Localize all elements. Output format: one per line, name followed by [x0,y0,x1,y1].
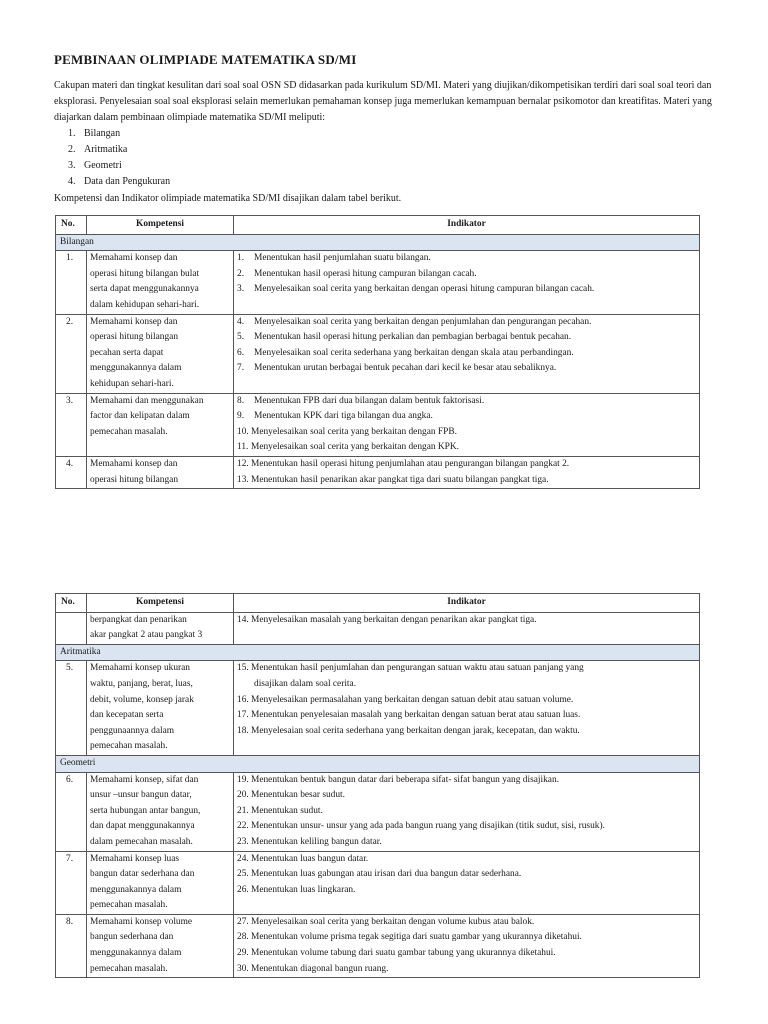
indikator-item [237,457,696,473]
kompetensi-line: Memahami konsep dan [90,458,178,469]
indikator-item [237,361,696,377]
indikator-item [237,724,696,740]
indikator-item [237,946,696,962]
table-row [56,456,700,488]
row-number [56,612,87,644]
indikator-item [237,708,696,724]
indikator-number: 11. [237,442,249,453]
indikator-number: 26. [237,884,249,895]
kompetensi-line: pecahan serta dapat [90,347,164,358]
indikator-item [237,677,696,693]
kompetensi-line: debit, volume, konsep jarak [90,694,194,705]
kompetensi-line: Memahami konsep dan [90,253,178,264]
list-item: 3. Geometri [68,160,122,171]
indikator-text: Menentukan hasil penarikan akar pangkat tiga dari suatu bilangan pangkat tiga. [251,474,549,485]
kompetensi-cell [87,456,234,488]
indikator-number: 28. [237,932,249,943]
indikator-number: 6. [237,347,245,358]
indikator-cell [234,393,700,456]
indikator-number: 18. [237,725,249,736]
indikator-number: 2. [237,268,245,279]
indikator-item [237,883,696,899]
indikator-text: Menyelesaian soal cerita sederhana yang berkaitan dengan jarak, kecepatan, dan waktu. [251,725,580,736]
indikator-text: Menyelesaikan soal cerita sederhana yang berkaitan dengan skala atau perbandingan. [254,347,574,358]
kompetensi-line: menggunakannya dalam [90,884,182,895]
indikator-item [237,425,696,441]
indikator-cell [234,772,700,851]
kompetensi-line: pemecahan masalah. [90,900,168,911]
indikator-cell [234,851,700,914]
row-number: 8. [56,914,87,977]
section-row-bilangan: Bilangan [56,234,700,251]
list-item: 2. Aritmatika [68,144,128,155]
row-number: 5. [56,661,87,756]
header-kompetensi: Kompetensi [87,594,234,613]
indikator-item [237,915,696,931]
kompetensi-line: operasi hitung bilangan [90,332,179,343]
indikator-item [237,962,696,978]
kompetensi-line: Memahami konsep volume [90,916,193,927]
indikator-item [237,930,696,946]
indikator-cell [234,914,700,977]
indikator-number: 23. [237,836,249,847]
kompetensi-cell [87,914,234,977]
table-row [56,851,700,914]
kompetensi-line: menggunakannya dalam [90,363,182,374]
kompetensi-cell [87,772,234,851]
section-row-aritmatika: Aritmatika [56,644,700,661]
kompetensi-line: pemecahan masalah. [90,426,168,437]
indikator-text: Menentukan keliling bangun datar. [251,836,382,847]
indikator-item [237,693,696,709]
kompetensi-line: Memahami konsep luas [90,853,180,864]
kompetensi-cell [87,393,234,456]
indikator-text: disajikan dalam soal cerita. [254,678,357,689]
row-number: 3. [56,393,87,456]
table-row [56,612,700,644]
kompetensi-line: waktu, panjang, berat, luas, [90,678,193,689]
kompetensi-line: dalam pemecahan masalah. [90,836,193,847]
table-caption: Kompetensi dan Indikator olimpiade matematika SD/MI disajikan dalam tabel berikut. [54,193,402,204]
indikator-text: Menyelesaikan soal cerita yang berkaitan dengan operasi hitung campuran bilangan cacah. [254,284,595,295]
indikator-number: 17. [237,710,249,721]
table-header-row [56,216,700,235]
table-row [56,251,700,314]
indikator-number: 19. [237,774,249,785]
indikator-number: 4. [237,316,245,327]
indikator-text: Menentukan hasil penjumlahan dan pengurangan satuan waktu atau satuan panjang yang [251,663,584,674]
kompetensi-cell [87,612,234,644]
header-indikator: Indikator [234,594,700,613]
kompetensi-line: Memahami konsep, sifat dan [90,774,199,785]
section-row-geometri: Geometri [56,755,700,772]
indikator-number: 3. [237,284,245,295]
topic-list [54,126,170,190]
indikator-text: Menentukan luas gabungan atau irisan dari dua bangun datar sederhana. [251,869,522,880]
indikator-text: Menentukan diagonal bangun ruang. [251,963,389,974]
indikator-item [237,661,696,677]
kompetensi-line: serta dapat menggunakannya [90,284,199,295]
header-indikator: Indikator [234,216,700,235]
kompetensi-line: unsur –unsur bangun datar, [90,790,192,801]
indikator-text: Menentukan sudut. [251,805,323,816]
indikator-number: 24. [237,853,249,864]
kompetensi-cell [87,851,234,914]
indikator-item [237,346,696,362]
indikator-item [237,473,696,489]
indikator-item [237,819,696,835]
table-header-row [56,594,700,613]
indikator-text: Menentukan hasil operasi hitung perkalian dan pembagian berbagai bentuk pecahan. [254,332,572,343]
kompetensi-line: akar pangkat 2 atau pangkat 3 [90,630,203,641]
header-no: No. [56,216,87,235]
header-kompetensi: Kompetensi [87,216,234,235]
indikator-number: 1. [237,253,245,264]
kompetensi-line: penggunaannya dalam [90,725,175,736]
kompetensi-line: berpangkat dan penarikan [90,614,187,625]
kompetensi-line: bangun datar sederhana dan [90,869,195,880]
header-no: No. [56,594,87,613]
indikator-item [237,613,696,629]
kompetensi-line: Memahami konsep ukuran [90,663,190,674]
indikator-text: Menentukan hasil operasi hitung penjumlahan atau pengurangan bilangan pangkat 2. [251,458,570,469]
indikator-cell [234,661,700,756]
document-title: PEMBINAAN OLIMPIADE MATEMATIKA SD/MI [54,52,357,67]
indikator-item [237,409,696,425]
kompetensi-line: Memahami konsep dan [90,316,178,327]
kompetensi-line: menggunakannya dalam [90,948,182,959]
indikator-text: Menentukan bentuk bangun datar dari beberapa sifat- sifat bangun yang disajikan. [251,774,559,785]
indikator-text: Menentukan besar sudut. [251,790,345,801]
kompetensi-line: operasi hitung bilangan [90,474,179,485]
kompetensi-line: Memahami dan menggunakan [90,395,204,406]
indikator-text: Menyelesaikan permasalahan yang berkaitan dengan satuan debit atau satuan volume. [251,694,574,705]
kompetensi-cell [87,661,234,756]
indikator-number: 5. [237,332,245,343]
indikator-text: Menentukan unsur- unsur yang ada pada bangun ruang yang disajikan (titik sudut, sisi, rusuk). [251,821,605,832]
indikator-item [237,251,696,267]
kompetensi-line: dalam kehidupan sehari-hari. [90,299,200,310]
indikator-item [237,440,696,456]
row-number: 2. [56,314,87,393]
indikator-text: Menyelesaikan soal cerita yang berkaitan dengan volume kubus atau balok. [251,916,535,927]
indikator-text: Menyelesaikan soal cerita yang berkaitan dengan FPB. [251,426,457,437]
indikator-text: Menyelesaikan soal cerita yang berkaitan dengan KPK. [251,442,459,453]
row-number: 7. [56,851,87,914]
indikator-number: 7. [237,363,245,374]
kompetensi-cell [87,251,234,314]
indikator-number: 8. [237,395,245,406]
indikator-number: 21. [237,805,249,816]
table-row [56,314,700,393]
indikator-item [237,867,696,883]
kompetensi-line: dan kecepatan serta [90,710,164,721]
indikator-number: 10. [237,426,249,437]
indikator-item [237,282,696,298]
list-item: 4. Data dan Pengukuran [68,176,171,187]
indikator-cell [234,314,700,393]
kompetensi-line: kehidupan sehari-hari. [90,378,174,389]
indikator-number: 15. [237,663,249,674]
indikator-item [237,315,696,331]
indikator-text: Menentukan KPK dari tiga bilangan dua angka. [254,411,433,422]
indikator-item [237,788,696,804]
indikator-text: Menentukan volume prisma tegak segitiga dari suatu gambar yang ukurannya diketahui. [251,932,582,943]
intro-paragraph: Cakupan materi dan tingkat kesulitan dari soal soal OSN SD didasarkan pada kurikulum SD/MI. Materi yang diujikan/dikompetisikan terdiri dari soal soal teori dan eksplorasi. Penyelesaian soal soal eksplorasi selain memerlukan pemahaman konsep juga memerlukan kemampuan bernalar psikomotor dan kreatifitas. Materi yang diajarkan dalam pembinaan olimpiade matematika SD/MI meliputi: [54,80,712,123]
kompetensi-line: bangun sederhana dan [90,932,174,943]
indikator-cell [234,251,700,314]
kompetensi-line: factor dan kelipatan dalam [90,411,190,422]
indikator-number: 12. [237,458,249,469]
table-row [56,661,700,756]
indikator-number: 9. [237,411,245,422]
competency-table-part-1 [55,215,700,489]
kompetensi-line: operasi hitung bilangan bulat [90,268,200,279]
indikator-text: Menentukan FPB dari dua bilangan dalam bentuk faktorisasi. [254,395,485,406]
indikator-text: Menentukan urutan berbagai bentuk pecahan dari kecil ke besar atau sebaliknya. [254,363,557,374]
kompetensi-cell [87,314,234,393]
indikator-cell [234,456,700,488]
indikator-item [237,330,696,346]
indikator-text: Menentukan hasil operasi hitung campuran bilangan cacah. [254,268,477,279]
indikator-item [237,835,696,851]
table-row [56,393,700,456]
indikator-text: Menyelesaikan soal cerita yang berkaitan dengan penjumlahan dan pengurangan pecahan. [254,316,592,327]
indikator-item [237,394,696,410]
indikator-item [237,267,696,283]
competency-table-part-2 [55,593,700,978]
indikator-number: 30. [237,963,249,974]
indikator-number [237,677,254,693]
indikator-number: 22. [237,821,249,832]
indikator-number: 13. [237,474,249,485]
indikator-text: Menentukan penyelesaian masalah yang berkaitan dengan satuan berat atau satuan luas. [251,710,581,721]
indikator-text: Menentukan hasil penjumlahan suatu bilangan. [254,253,431,264]
indikator-number: 25. [237,869,249,880]
indikator-item [237,773,696,789]
indikator-item [237,804,696,820]
indikator-number: 27. [237,916,249,927]
kompetensi-line: pemecahan masalah. [90,963,168,974]
indikator-number: 20. [237,790,249,801]
kompetensi-line: serta hubungan antar bangun, [90,805,201,816]
kompetensi-line: pemecahan masalah. [90,741,168,752]
row-number: 4. [56,456,87,488]
list-item: 1. Bilangan [68,128,121,139]
indikator-number: 16. [237,694,249,705]
table-row [56,914,700,977]
indikator-text: Menyelesaikan masalah yang berkaitan dengan penarikan akar pangkat tiga. [251,614,537,625]
indikator-number: 14. [237,614,249,625]
indikator-cell [234,612,700,644]
indikator-text: Menentukan luas bangun datar. [251,853,369,864]
indikator-text: Menentukan luas lingkaran. [251,884,356,895]
row-number: 6. [56,772,87,851]
kompetensi-line: dan dapat menggunakannya [90,821,195,832]
row-number: 1. [56,251,87,314]
table-row [56,772,700,851]
indikator-number: 29. [237,948,249,959]
indikator-item [237,852,696,868]
indikator-text: Menentukan volume tabung dari suatu gambar tabung yang ukurannya diketahui. [251,948,556,959]
